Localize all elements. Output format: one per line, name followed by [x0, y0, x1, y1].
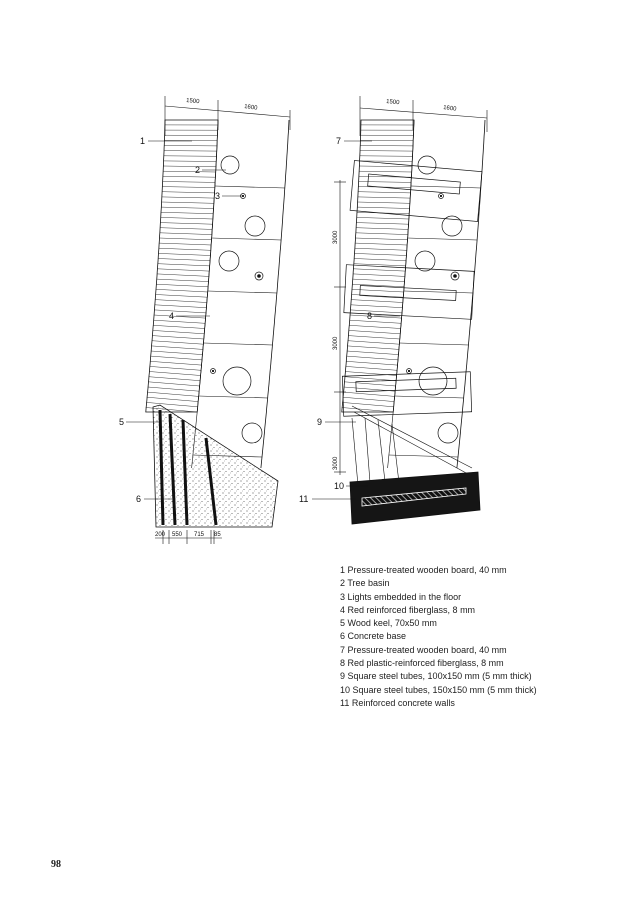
plan-right	[299, 96, 487, 524]
legend-item: 9 Square steel tubes, 100x150 mm (5 mm thick)	[340, 671, 532, 682]
tree-basin-dividers	[389, 186, 481, 457]
tree-basin-dividers	[193, 186, 285, 457]
wooden-board	[355, 238, 407, 240]
wooden-board	[358, 197, 410, 198]
dimension-label: 715	[194, 532, 205, 538]
dimension-label: 200	[155, 532, 166, 538]
wooden-board	[353, 274, 405, 277]
wooden-board	[360, 151, 413, 152]
wooden-board	[148, 382, 200, 386]
wooden-board	[149, 377, 201, 381]
wooden-board	[162, 197, 214, 198]
wooden-board	[350, 310, 402, 313]
tree-basin-outer-edge	[261, 120, 289, 468]
wooden-board	[358, 192, 410, 193]
svg-text:7: 7	[336, 136, 342, 146]
wooden-board	[353, 279, 405, 282]
wooden-board	[148, 387, 199, 391]
wooden-board	[162, 202, 214, 203]
wooden-board	[355, 243, 407, 245]
legend	[340, 564, 537, 710]
tree-basin-circle	[419, 367, 447, 395]
floor-light-dot	[453, 274, 457, 278]
svg-text:2: 2	[195, 165, 201, 175]
wooden-board	[351, 300, 403, 303]
wooden-board	[160, 233, 212, 235]
wooden-board	[163, 182, 216, 183]
wooden-board	[154, 320, 206, 323]
wooden-board-strip	[146, 125, 221, 412]
wooden-board	[360, 156, 413, 157]
wooden-board	[356, 233, 408, 235]
steel-tube-frame	[342, 161, 482, 417]
wooden-board	[153, 330, 205, 333]
wooden-board	[151, 351, 203, 355]
wooden-board	[156, 284, 208, 287]
wooden-board	[349, 330, 401, 333]
wooden-board	[351, 305, 403, 308]
wooden-board	[154, 310, 206, 313]
floor-light-dot	[242, 195, 244, 197]
wooden-board	[357, 217, 409, 219]
wooden-board	[146, 402, 198, 406]
dimension-label: 1600	[243, 104, 258, 112]
wooden-board	[159, 243, 211, 245]
wooden-board	[352, 295, 404, 298]
wooden-board	[359, 166, 412, 167]
legend-item: 4 Red reinforced fiberglass, 8 mm	[340, 604, 476, 615]
wooden-board	[149, 372, 201, 376]
wooden-board	[347, 346, 399, 350]
wooden-board	[158, 259, 210, 261]
dimension-label: 3000	[333, 336, 339, 350]
wood-basin-boundary	[388, 120, 414, 468]
dimension-label: 85	[214, 532, 221, 538]
wooden-board	[344, 382, 396, 386]
wooden-board	[153, 325, 205, 328]
svg-text:8: 8	[367, 311, 373, 321]
dimension-label: 1600	[442, 105, 457, 113]
basin-divider	[212, 238, 282, 240]
wooden-board	[157, 279, 209, 282]
floor-light-dot	[212, 370, 214, 372]
wooden-board	[151, 356, 203, 360]
callout-3	[215, 191, 242, 201]
basin-divider	[215, 186, 285, 188]
callout-1	[140, 136, 192, 146]
tree-basin-circle	[219, 251, 239, 271]
legend-item: 2 Tree basin	[340, 578, 390, 589]
wooden-board	[162, 192, 214, 193]
wooden-board	[155, 300, 207, 303]
wooden-board	[162, 187, 214, 188]
svg-text:6: 6	[136, 494, 142, 504]
wooden-board	[343, 392, 394, 396]
wooden-board	[342, 402, 394, 406]
callout-4	[169, 311, 210, 321]
wooden-board	[157, 269, 209, 271]
wooden-board	[164, 161, 217, 162]
wooden-board	[154, 315, 206, 318]
floor-light-dot	[257, 274, 261, 278]
svg-text:11: 11	[299, 494, 309, 504]
wooden-board-strip	[342, 125, 414, 412]
wooden-board	[354, 253, 406, 255]
tree-basin-circle	[245, 216, 265, 236]
legend-item: 3 Lights embedded in the floor	[340, 591, 462, 602]
basin-divider	[404, 291, 473, 293]
wooden-board	[152, 341, 204, 345]
legend-item: 8 Red plastic-reinforced fiberglass, 8 mm	[340, 658, 504, 669]
svg-text:9: 9	[317, 417, 323, 427]
wooden-board	[348, 336, 400, 339]
tree-basin-circle	[242, 423, 262, 443]
wooden-board	[161, 212, 213, 213]
dimension-label: 3000	[333, 230, 339, 244]
plan-left	[119, 96, 290, 544]
legend-item: 10 Square steel tubes, 150x150 mm (5 mm thick)	[340, 684, 537, 695]
legend-item: 1 Pressure-treated wooden board, 40 mm	[340, 565, 507, 575]
wooden-board	[353, 269, 405, 271]
wooden-board	[357, 207, 409, 208]
wooden-board	[150, 361, 202, 365]
wooden-board	[347, 356, 399, 360]
dimension-line	[165, 106, 290, 117]
wooden-board	[347, 351, 399, 355]
legend-item: 7 Pressure-treated wooden board, 40 mm	[340, 644, 507, 655]
svg-text:1: 1	[140, 136, 146, 146]
svg-text:3: 3	[215, 191, 221, 201]
wooden-board	[163, 166, 216, 167]
wooden-board	[356, 223, 408, 225]
dimension-line	[360, 108, 487, 118]
wooden-board	[354, 259, 406, 261]
wooden-board	[346, 366, 398, 370]
wooden-board	[163, 176, 216, 177]
wooden-board	[345, 377, 397, 381]
legend-item: 6 Concrete base	[340, 631, 407, 642]
wooden-board	[159, 248, 211, 250]
wooden-board	[150, 366, 202, 370]
svg-text:5: 5	[119, 417, 125, 427]
wooden-board	[359, 171, 412, 172]
wooden-board	[164, 156, 217, 157]
wooden-board	[160, 223, 212, 225]
wooden-board	[349, 325, 401, 328]
callout-11	[299, 494, 356, 504]
wooden-board	[147, 392, 198, 396]
wooden-board	[355, 248, 407, 250]
dimension-label: 1500	[185, 98, 200, 106]
page-number: 98	[51, 859, 61, 870]
callout-9	[317, 417, 356, 427]
basin-divider	[411, 186, 481, 188]
wooden-board	[160, 228, 212, 230]
basin-divider	[400, 343, 469, 345]
floor-light-dot	[440, 195, 442, 197]
wooden-board	[358, 202, 410, 203]
tree-basin-circle	[221, 156, 239, 174]
wooden-board	[159, 238, 211, 240]
wooden-board	[359, 182, 412, 183]
wooden-board	[156, 289, 208, 292]
basin-divider	[408, 238, 478, 240]
svg-text:10: 10	[334, 481, 345, 491]
basin-divider	[199, 396, 268, 398]
wooden-board	[346, 361, 398, 365]
dimension-label: 3000	[333, 456, 339, 470]
wooden-board	[161, 217, 213, 219]
tree-basin-circle	[418, 156, 436, 174]
floor-light-dot	[408, 370, 410, 372]
wooden-board	[356, 228, 408, 230]
dimension-label: 550	[172, 532, 183, 538]
svg-text:4: 4	[169, 311, 175, 321]
tree-basin-circle	[438, 423, 458, 443]
callout-7	[336, 136, 372, 146]
wooden-board	[163, 171, 216, 172]
tree-basin-circle	[223, 367, 251, 395]
wooden-board	[158, 264, 210, 266]
wooden-board	[348, 341, 400, 345]
basin-divider	[208, 291, 277, 293]
wooden-board	[343, 397, 395, 401]
wooden-board	[152, 336, 204, 339]
wooden-board	[164, 151, 217, 152]
wooden-board	[151, 346, 203, 350]
basin-divider	[395, 396, 464, 398]
wooden-board	[161, 207, 213, 208]
wooden-board	[157, 274, 209, 277]
tree-basin-outer-edge	[457, 120, 485, 468]
wooden-board	[342, 408, 394, 413]
wooden-board	[350, 320, 402, 323]
wooden-board	[155, 305, 207, 308]
tree-basin-circle	[415, 251, 435, 271]
wooden-board	[147, 397, 199, 401]
wooden-board	[156, 295, 208, 298]
legend-item: 11 Reinforced concrete walls	[340, 697, 455, 708]
legend-item: 5 Wood keel, 70x50 mm	[340, 618, 437, 629]
wooden-board	[158, 253, 210, 255]
dimension-label: 1500	[385, 99, 400, 107]
basin-divider	[204, 343, 273, 345]
